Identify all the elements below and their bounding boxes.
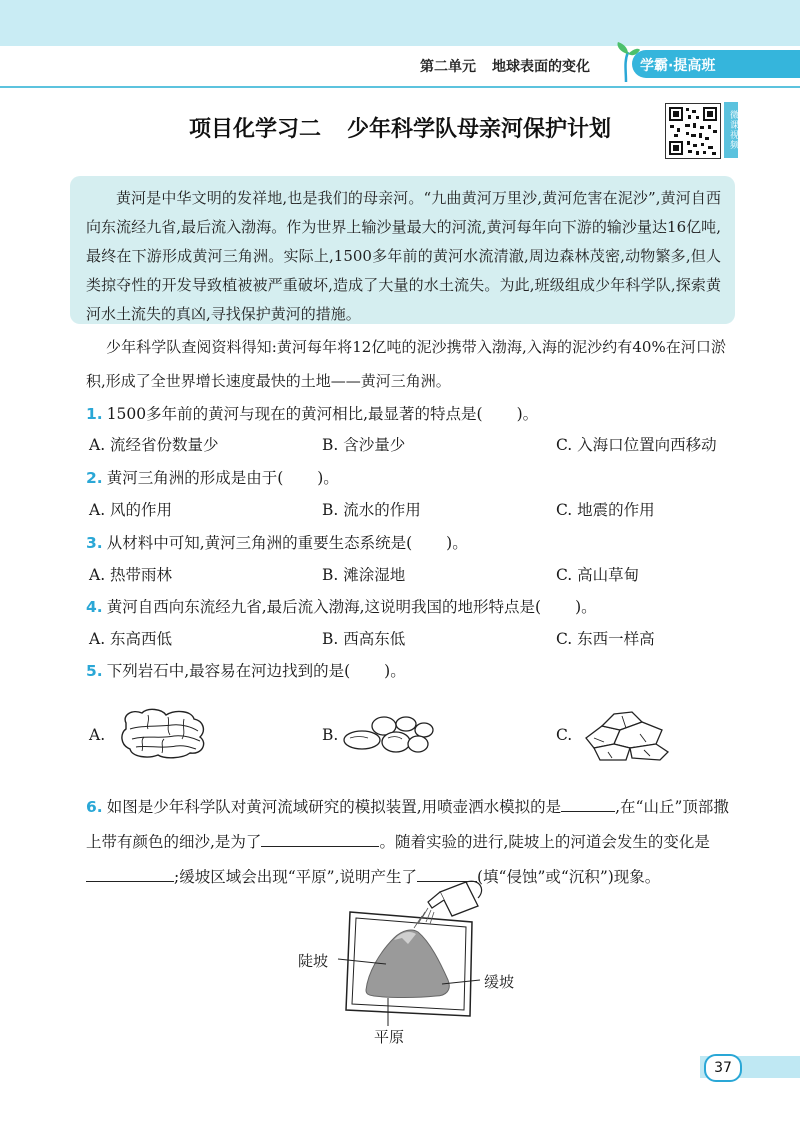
option-a[interactable]: A.: [89, 726, 106, 744]
option-c[interactable]: C. 东西一样高: [556, 630, 655, 648]
option-b[interactable]: B. 含沙量少: [322, 436, 406, 454]
material-paragraph: 少年科学队查阅资料得知:黄河每年将12亿吨的泥沙携带入渤海,入海的泥沙约有40%在河口淤积,形成了全世界增长速度最快的土地——黄河三角洲。: [86, 338, 726, 390]
q6-text-2: ,在“山丘”顶部撒上带有颜色的细沙,是为了: [86, 798, 729, 851]
option-a[interactable]: A. 热带雨林: [89, 566, 173, 584]
unit-label: 第二单元: [420, 59, 476, 75]
question-end: )。: [317, 469, 339, 487]
option-c[interactable]: C. 入海口位置向西移动: [556, 436, 717, 454]
option-a[interactable]: A. 流经省份数量少: [89, 436, 219, 454]
question-number: 3.: [86, 534, 103, 552]
question-number: 2.: [86, 469, 103, 487]
title-part-2: 少年科学队母亲河保护计划: [347, 117, 612, 142]
option-a[interactable]: A. 风的作用: [89, 501, 173, 519]
unit-heading: [420, 56, 590, 76]
label-steep-slope: 陡坡: [298, 952, 329, 970]
q6-blank-2[interactable]: [261, 832, 379, 847]
watering-can: [440, 882, 478, 916]
angular-rock-image[interactable]: [580, 708, 672, 764]
title-part-1: 项目化学习二: [188, 117, 321, 142]
question-2: [86, 466, 339, 488]
question-text: 下列岩石中,最容易在河边找到的是(: [106, 662, 351, 680]
question-text: 黄河自西向东流经九省,最后流入渤海,这说明我国的地形特点是(: [106, 598, 542, 616]
layered-rock-image[interactable]: [118, 705, 210, 761]
option-c[interactable]: C.: [556, 726, 573, 744]
option-c[interactable]: C. 高山草甸: [556, 566, 640, 584]
question-number: 6.: [86, 798, 103, 816]
q6-blank-1[interactable]: [561, 797, 615, 812]
option-a[interactable]: A. 东高西低: [89, 630, 173, 648]
question-text: 黄河三角洲的形成是由于(: [106, 469, 284, 487]
question-number: 5.: [86, 662, 103, 680]
option-b[interactable]: B.: [322, 726, 339, 744]
q6-text-3: 。随着实验的进行,陡坡上的河道会发生的变化是: [379, 833, 710, 851]
question-end: )。: [384, 662, 406, 680]
option-b[interactable]: B. 流水的作用: [322, 501, 421, 519]
question-1: [86, 402, 538, 424]
question-end: )。: [575, 598, 597, 616]
question-3: [86, 531, 468, 553]
question-end: )。: [516, 405, 539, 423]
brand-name: 学霸·提高班: [640, 58, 716, 74]
pebbles-image[interactable]: [340, 712, 440, 756]
header-band: [0, 0, 800, 46]
question-text: 1500多年前的黄河与现在的黄河相比,最显著的特点是(: [106, 405, 483, 423]
option-b[interactable]: B. 西高东低: [322, 630, 406, 648]
header-rule: [0, 86, 800, 88]
q6-text-1: 如图是少年科学队对黄河流域研究的模拟装置,用喷壶洒水模拟的是: [106, 798, 562, 816]
qr-code[interactable]: [665, 103, 721, 159]
intro-text: 黄河是中华文明的发祥地,也是我们的母亲河。“九曲黄河万里沙,黄河危害在泥沙”,黄河自西向东流经九省,最后流入渤海。作为世界上输沙量最大的河流,黄河每年向下游的输沙量达16亿吨,最终在下游形成黄河三角洲。实际上,1500多年前的黄河水流清澈,周边森林茂密,动物繁多,但人类掠夺性的开发导致植被被严重破坏,造成了大量的水土流失。为此,班级组成少年科学队,探索黄河水土流失的真凶,寻找保护黄河的措施。: [86, 189, 721, 323]
label-gentle-slope: 缓坡: [484, 973, 515, 991]
question-text: 从材料中可知,黄河三角洲的重要生态系统是(: [106, 534, 413, 552]
q6-blank-3[interactable]: [86, 867, 174, 882]
question-end: )。: [446, 534, 468, 552]
question-number: 4.: [86, 598, 103, 616]
qr-label: 微课视频: [724, 102, 738, 158]
label-plain: 平原: [374, 1028, 405, 1046]
q6-text-5: (填“侵蚀”或“沉积”)现象。: [477, 868, 661, 886]
question-4: [86, 595, 597, 617]
question-number: 1.: [86, 405, 103, 423]
option-b[interactable]: B. 滩涂湿地: [322, 566, 406, 584]
unit-title: 地球表面的变化: [492, 59, 590, 75]
question-5: [86, 659, 406, 681]
q6-text-4: ;缓坡区域会出现“平原”,说明产生了: [174, 868, 417, 886]
page-number: 37: [704, 1054, 742, 1082]
option-c[interactable]: C. 地震的作用: [556, 501, 655, 519]
